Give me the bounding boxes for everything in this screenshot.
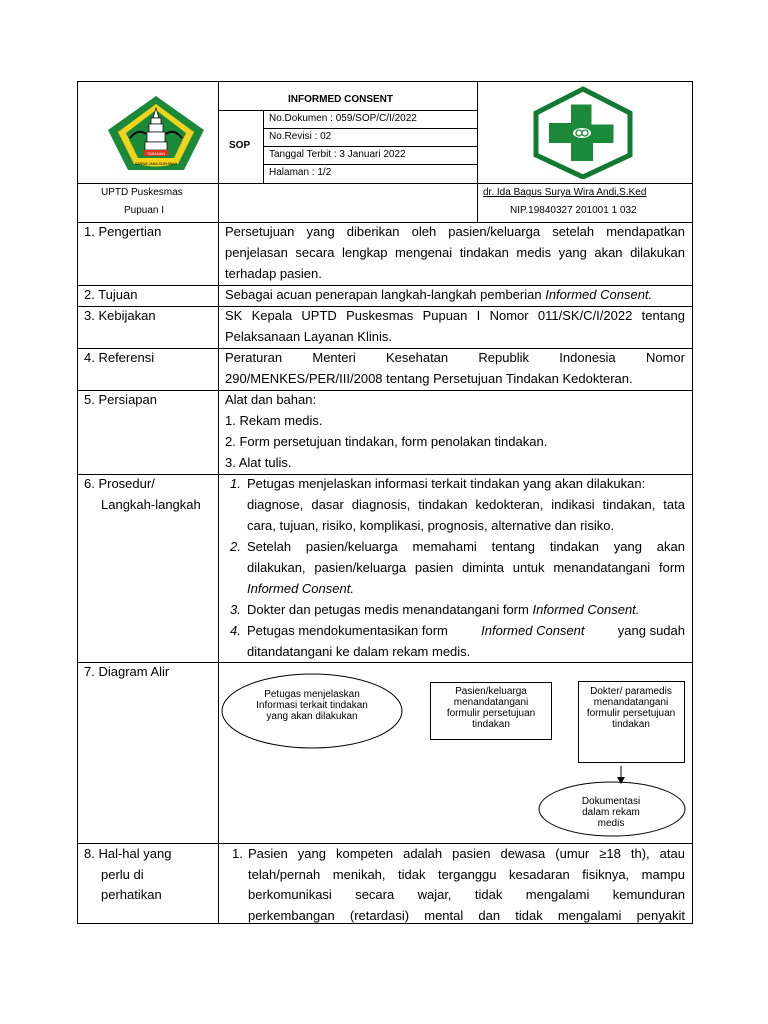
step-3-italic: Informed Consent. — [532, 602, 640, 617]
org-name-line2: Pupuan I — [124, 205, 165, 216]
section-3-line-2: Pelaksanaan Layanan Klinis. — [225, 329, 392, 344]
section-4-word: Indonesia — [559, 350, 616, 365]
section-5-line-1: Alat dan bahan: — [225, 392, 317, 407]
signer-nip: NIP.19840327 201001 1 032 — [510, 205, 637, 216]
section-5-line-2: 1. Rekam medis. — [225, 413, 323, 428]
step-4-italic: Informed Consent — [481, 623, 585, 638]
section-2-text-plain: Sebagai acuan penerapan langkah-langkah pemberian — [225, 287, 546, 302]
org-name-line1: UPTD Puskesmas — [101, 187, 183, 198]
step-1-line-3: cara, tujuan, risiko, komplikasi, prognosis, alternative dan risiko. — [247, 518, 615, 533]
doc-number: No.Dokumen : 059/SOP/C/I/2022 — [269, 113, 417, 124]
signer-name: dr. Ida Bagus Surya Wira Andi,S.Ked — [483, 187, 647, 198]
step-4-number: 4. — [230, 623, 241, 638]
section-5-line-4: 3. Alat tulis. — [225, 455, 292, 470]
section-6-label-line-2: Langkah-langkah — [101, 497, 201, 512]
step-4-text: Petugas mendokumentasikan form — [247, 623, 448, 638]
step-2-line-3: Informed Consent. — [247, 581, 354, 596]
section-4-word: Nomor — [645, 350, 685, 365]
section-7-label: 7. Diagram Alir — [84, 664, 170, 679]
page-number: Halaman : 1/2 — [269, 167, 332, 178]
section-5-line-3: 2. Form persetujuan tindakan, form penolakan tindakan. — [225, 434, 548, 449]
section-1-line-3: terhadap pasien. — [225, 266, 322, 281]
flow-node-1-text: Petugas menjelaskan Informasi terkait tindakan yang akan dilakukan — [256, 689, 368, 722]
step-1-line-1: Petugas menjelaskan informasi terkait tindakan yang akan dilakukan: — [247, 476, 646, 491]
note-1-line-2: telah/pernah menikah, tidak terganggu kesadaran fisiknya, mampu — [248, 867, 685, 882]
step-4-after: yang sudah — [617, 623, 685, 638]
section-5-label: 5. Persiapan — [84, 392, 157, 407]
document-title: INFORMED CONSENT — [288, 94, 393, 105]
step-3-number: 3. — [230, 602, 241, 617]
section-4-word: Peraturan — [225, 350, 283, 365]
emblem-lettering: TABANAN — [146, 151, 166, 156]
section-4-word: Menteri — [312, 350, 356, 365]
section-2-label: 2. Tujuan — [84, 287, 138, 302]
flow-node-3-text: Dokter/ paramedis menandatangani formulir persetujuan tindakan — [586, 686, 676, 730]
sop-label: SOP — [229, 140, 251, 151]
step-1-number: 1. — [230, 476, 241, 491]
note-1-number: 1. — [232, 846, 243, 861]
step-2-number: 2. — [230, 539, 241, 554]
section-6-label-line-1: 6. Prosedur/ — [84, 476, 155, 491]
section-4-line-2: 290/MENKES/PER/III/2008 tentang Persetujuan Tindakan Kedokteran. — [225, 371, 633, 386]
section-3-label: 3. Kebijakan — [84, 308, 156, 323]
section-1-line-1: Persetujuan yang diberikan oleh pasien/keluarga setelah mendapatkan — [225, 224, 685, 239]
section-8-label-line-3: perhatikan — [101, 887, 162, 902]
section-4-word: Republik — [478, 350, 530, 365]
section-1-label: 1. Pengertian — [84, 224, 162, 239]
step-2-line-2: dilakukan, pasien/keluarga pasien diminta untuk menandatangani form — [247, 560, 685, 575]
note-1-line-4: perkembangan (retardasi) mental dan tidak mengalami penyakit — [248, 908, 685, 923]
section-8-label-line-1: 8. Hal-hal yang — [84, 846, 172, 861]
section-4-label: 4. Referensi — [84, 350, 155, 365]
step-2-line-1: Setelah pasien/keluarga memahami tentang tindakan yang akan — [247, 539, 685, 554]
revision-number: No.Revisi : 02 — [269, 131, 332, 142]
step-3-text: Dokter dan petugas medis menandatangani form — [247, 602, 533, 617]
note-1-line-3: berkomunikasi secara wajar, tidak mengalami kemunduran — [248, 887, 685, 902]
flow-node-4-text: Dokumentasi dalam rekam medis — [581, 796, 641, 829]
section-2-text-italic: Informed Consent. — [545, 287, 653, 302]
section-8-label-line-2: perlu di — [101, 867, 144, 882]
issue-date: Tanggal Terbit : 3 Januari 2022 — [269, 149, 406, 160]
section-3-line-1: SK Kepala UPTD Puskesmas Pupuan I Nomor 011/SK/C/I/2022 tentang — [225, 308, 685, 323]
emblem-motto: SARWA JANA SUKHINAH — [134, 162, 178, 166]
flow-node-2-text: Pasien/keluarga menandatangani formulir persetujuan tindakan — [446, 686, 536, 730]
section-1-line-2: penjelasan secara lengkap mengenai tindakan medis yang akan dilakukan — [225, 245, 685, 260]
step-1-line-2: diagnose, dasar diagnosis, tindakan kedokteran, indikasi tindakan, tata — [247, 497, 685, 512]
section-4-word: Kesehatan — [385, 350, 449, 365]
note-1-line-1: Pasien yang kompeten adalah pasien dewasa (umur ≥18 th), atau — [248, 846, 685, 861]
step-4-line-2: ditandatangani ke dalam rekam medis. — [247, 644, 471, 659]
